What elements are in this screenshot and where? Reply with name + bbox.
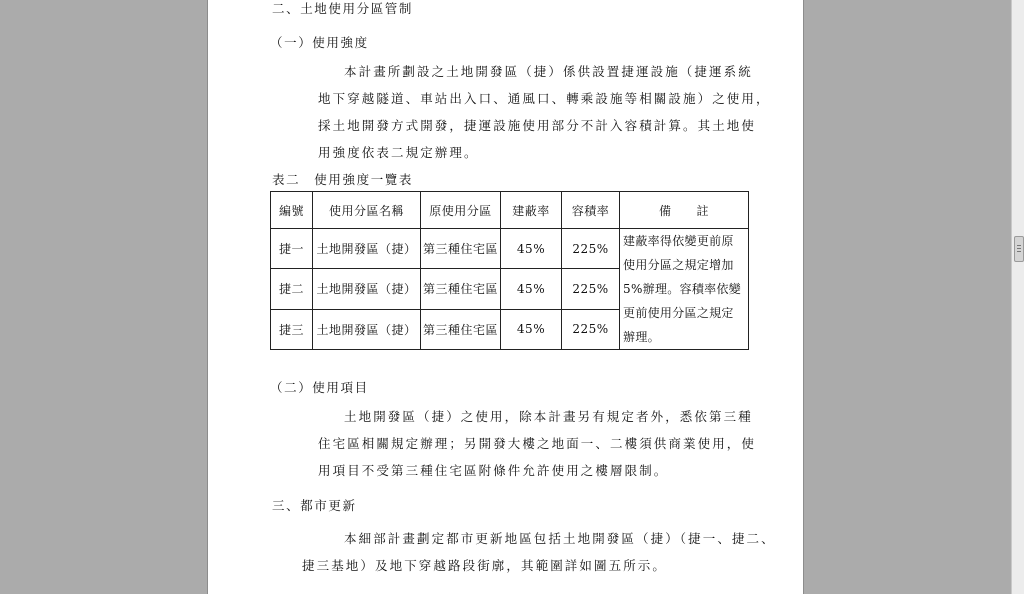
urban-renewal-paragraph — [302, 525, 776, 579]
paragraph-line: 用強度依表二規定辦理。 — [318, 145, 479, 160]
section-heading-land-use: 二、土地使用分區管制 — [272, 1, 414, 16]
cell-original-zone: 第三種住宅區 — [421, 229, 501, 269]
intensity-paragraph — [318, 58, 771, 166]
header-cell-original-zone: 原使用分區 — [421, 192, 501, 229]
paragraph-line: 捷三基地）及地下穿越路段街廓，其範圍詳如圖五所示。 — [302, 558, 668, 573]
cell-id: 捷三 — [271, 309, 313, 349]
cell-zone-name: 土地開發區（捷） — [313, 309, 421, 349]
paragraph-line: 土地開發區（捷）之使用，除本計畫另有規定者外，悉依第三種 — [344, 409, 753, 424]
paragraph-line: 採土地開發方式開發，捷運設施使用部分不計入容積計算。其土地使 — [318, 118, 757, 133]
paragraph-line: 住宅區相關規定辦理；另開發大樓之地面一、二樓須供商業使用，使 — [318, 436, 757, 451]
cell-zone-name: 土地開發區（捷） — [313, 269, 421, 309]
grip-line — [1017, 248, 1021, 249]
cell-original-zone: 第三種住宅區 — [421, 309, 501, 349]
subsection-heading-uses: （二）使用項目 — [270, 380, 369, 395]
vertical-scrollbar[interactable] — [1011, 0, 1024, 594]
table-row — [271, 229, 749, 269]
paragraph-line: 地下穿越隧道、車站出入口、通風口、轉乘設施等相關設施）之使用， — [318, 91, 771, 106]
document-page — [208, 0, 803, 594]
cell-original-zone: 第三種住宅區 — [421, 269, 501, 309]
uses-paragraph — [318, 403, 756, 484]
grip-line — [1017, 245, 1021, 246]
scrollbar-thumb[interactable] — [1014, 236, 1024, 262]
paragraph-line: 本計畫所劃設之土地開發區（捷）係供設置捷運設施（捷運系統 — [344, 64, 753, 79]
cell-coverage: 45% — [501, 269, 562, 309]
cell-zone-name: 土地開發區（捷） — [313, 229, 421, 269]
cell-far: 225% — [562, 309, 620, 349]
paragraph-line: 本細部計畫劃定都市更新地區包括土地開發區（捷）（捷一、捷二、 — [344, 531, 776, 546]
header-cell-zone-name: 使用分區名稱 — [313, 192, 421, 229]
header-cell-coverage: 建蔽率 — [501, 192, 562, 229]
cell-coverage: 45% — [501, 229, 562, 269]
header-cell-far: 容積率 — [562, 192, 620, 229]
table-header-row — [271, 192, 749, 229]
header-cell-remarks: 備 註 — [620, 192, 749, 229]
cell-remarks: 建蔽率得依變更前原使用分區之規定增加5%辦理。容積率依變更前使用分區之規定辦理。 — [620, 229, 749, 350]
subsection-heading-intensity: （一）使用強度 — [270, 35, 369, 50]
cell-far: 225% — [562, 229, 620, 269]
cell-id: 捷一 — [271, 229, 313, 269]
cell-id: 捷二 — [271, 269, 313, 309]
grip-line — [1017, 251, 1021, 252]
cell-coverage: 45% — [501, 309, 562, 349]
table-caption: 表二 使用強度一覽表 — [272, 172, 414, 187]
header-cell-id: 編號 — [271, 192, 313, 229]
intensity-table — [270, 191, 749, 350]
section-heading-urban-renewal: 三、都市更新 — [272, 498, 357, 513]
paragraph-line: 用項目不受第三種住宅區附條件允許使用之樓層限制。 — [318, 463, 669, 478]
cell-far: 225% — [562, 269, 620, 309]
